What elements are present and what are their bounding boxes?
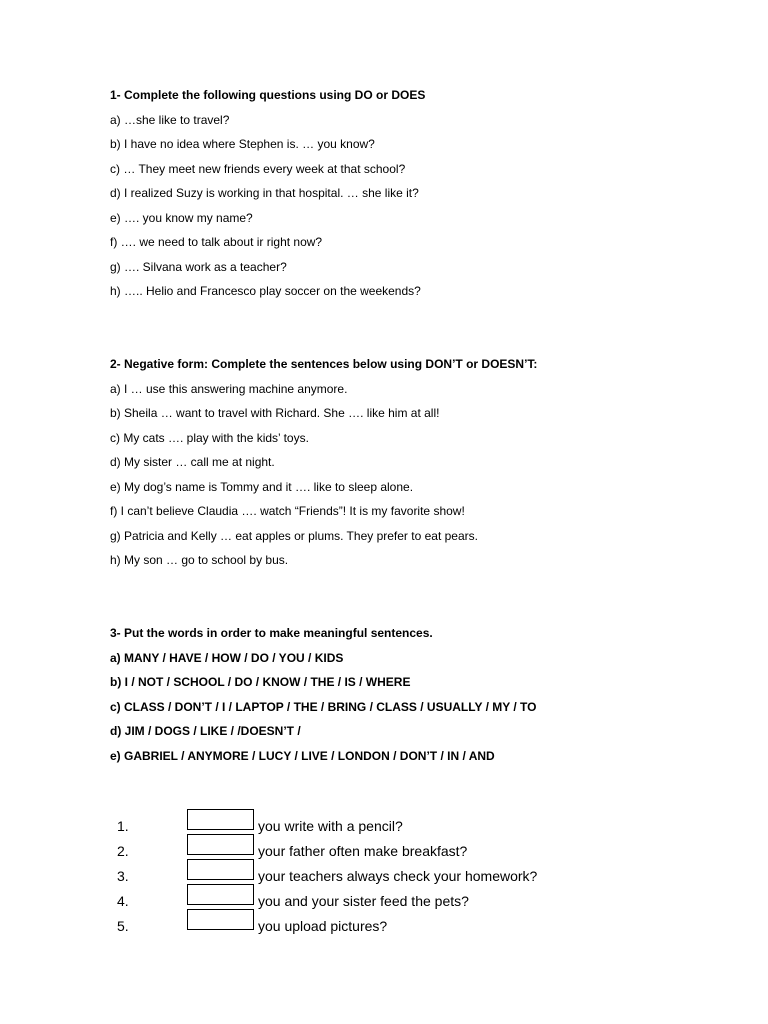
question-item: e) …. you know my name? bbox=[110, 210, 253, 225]
section-heading: 2- Negative form: Complete the sentences below using DON’T or DOESN’T: bbox=[110, 357, 538, 371]
word-order-item: e) GABRIEL / ANYMORE / LUCY / LIVE / LONDON / DON’T / IN / AND bbox=[110, 748, 495, 763]
question-item: g) …. Silvana work as a teacher? bbox=[110, 259, 287, 274]
sentence-item: f) I can’t believe Claudia …. watch “Friends”! It is my favorite show! bbox=[110, 504, 465, 518]
word-order-item: b) I / NOT / SCHOOL / DO / KNOW / THE / IS / WHERE bbox=[110, 675, 411, 689]
question-item: f) …. we need to talk about ir right now? bbox=[110, 235, 323, 249]
item-number: 4. bbox=[117, 893, 129, 909]
word-order-item: c) CLASS / DON’T / I / LAPTOP / THE / BRING / CLASS / USUALLY / MY / TO bbox=[110, 699, 537, 714]
item-number: 2. bbox=[117, 843, 129, 859]
question-item: a) …she like to travel? bbox=[110, 112, 230, 127]
question-item: d) I realized Suzy is working in that hospital. … she like it? bbox=[110, 186, 419, 200]
answer-box[interactable] bbox=[187, 884, 254, 905]
section-heading: 3- Put the words in order to make meaningful sentences. bbox=[110, 626, 433, 640]
answer-box[interactable] bbox=[187, 859, 254, 880]
sentence-item: h) My son … go to school by bus. bbox=[110, 553, 289, 567]
word-order-item: a) MANY / HAVE / HOW / DO / YOU / KIDS bbox=[110, 650, 344, 665]
answer-box[interactable] bbox=[187, 834, 254, 855]
answer-box[interactable] bbox=[187, 809, 254, 830]
sentence-item: b) Sheila … want to travel with Richard. She …. like him at all! bbox=[110, 406, 440, 420]
section-word-order bbox=[110, 621, 730, 768]
sentence-item: g) Patricia and Kelly … eat apples or plums. They prefer to eat pears. bbox=[110, 528, 478, 543]
item-text: your teachers always check your homework? bbox=[258, 868, 538, 884]
sentence-item: e) My dog’s name is Tommy and it …. like to sleep alone. bbox=[110, 479, 414, 494]
item-number: 3. bbox=[117, 868, 129, 884]
section-heading: 1- Complete the following questions using DO or DOES bbox=[110, 88, 426, 102]
list-item bbox=[117, 912, 717, 937]
sentence-item: a) I … use this answering machine anymore. bbox=[110, 381, 348, 396]
section-negative-form bbox=[110, 352, 730, 573]
question-item: b) I have no idea where Stephen is. … you know? bbox=[110, 137, 375, 151]
item-text: you and your sister feed the pets? bbox=[258, 893, 469, 909]
sentence-item: d) My sister … call me at night. bbox=[110, 455, 275, 469]
word-order-item: d) JIM / DOGS / LIKE / /DOESN’T / bbox=[110, 724, 301, 738]
item-text: you upload pictures? bbox=[258, 918, 388, 934]
fill-in-list bbox=[117, 812, 717, 937]
item-text: you write with a pencil? bbox=[258, 818, 403, 834]
item-text: your father often make breakfast? bbox=[258, 843, 468, 859]
item-number: 1. bbox=[117, 818, 129, 834]
question-item: h) ….. Helio and Francesco play soccer on the weekends? bbox=[110, 284, 421, 298]
section-do-does bbox=[110, 83, 730, 304]
item-number: 5. bbox=[117, 918, 129, 934]
question-item: c) … They meet new friends every week at that school? bbox=[110, 161, 406, 176]
sentence-item: c) My cats …. play with the kids’ toys. bbox=[110, 430, 309, 445]
answer-box[interactable] bbox=[187, 909, 254, 930]
